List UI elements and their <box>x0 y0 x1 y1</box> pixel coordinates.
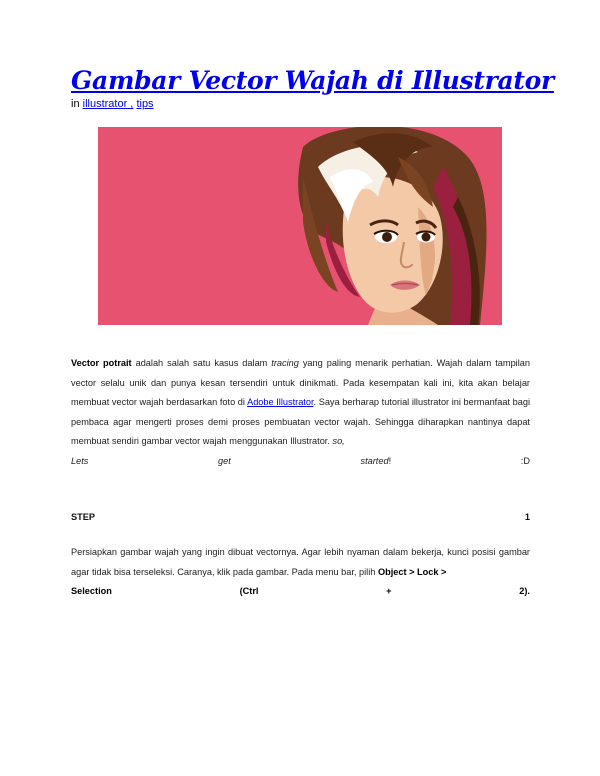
hero-illustration <box>98 127 502 325</box>
intro-exclaim: ! <box>388 455 392 466</box>
step-last-line <box>71 582 530 602</box>
article-title-link[interactable]: Gambar Vector Wajah di Illustrator <box>71 66 554 95</box>
vector-face-illustration-icon <box>98 127 502 325</box>
intro-word-started-group <box>360 452 391 472</box>
intro-text-1: adalah salah satu kasus dalam <box>131 358 272 368</box>
category-link-illustrator[interactable]: illustrator , <box>82 98 134 110</box>
category-line <box>71 98 154 110</box>
intro-word-lets: Lets <box>71 455 89 466</box>
step-paragraph <box>71 543 530 602</box>
step-number: 1 <box>524 512 530 522</box>
article-title <box>71 66 554 95</box>
intro-so-italic: so, <box>332 436 345 446</box>
intro-word-started: started <box>360 455 389 466</box>
intro-text-3: . Saya berharap tutorial illustrator ini bermanfaat bagi pembaca agar mengerti proses demi proses pembuatan vector wajah. Sehingga diharapkan nantinya dapat membuat sendiri gambar vector wajah menggunakan Illustrator. <box>71 397 530 446</box>
intro-smiley: :D <box>520 455 530 466</box>
step-text-1: Persiapkan gambar wajah yang ingin dibuat vectornya. Agar lebih nyaman dalam bekerja, kunci posisi gambar agar tidak bisa terseleksi. Caranya, klik pada gambar. Pada menu bar, pilih <box>71 547 530 577</box>
intro-lead-bold: Vector potrait <box>71 358 132 368</box>
intro-last-line <box>71 452 530 472</box>
intro-word-get: get <box>218 455 231 466</box>
step-heading <box>71 512 530 522</box>
category-link-tips[interactable]: tips <box>136 98 154 110</box>
step-word-ctrl: (Ctrl <box>239 586 259 596</box>
step-menu-path: Object > Lock > <box>377 566 447 577</box>
intro-tracing-italic: tracing <box>271 358 299 368</box>
step-label: STEP <box>71 512 95 522</box>
intro-paragraph <box>71 354 530 471</box>
intro-text-2: yang paling menarik perhatian. Wajah dalam tampilan vector selalu unik dan punya kesan tersendiri untuk dinikmati. Pada kesempatan kali ini, kita akan belajar membuat vector wajah berdasarkan foto di <box>71 358 530 407</box>
category-prefix: in <box>71 98 80 110</box>
step-word-selection: Selection <box>71 586 112 596</box>
step-word-two: 2). <box>519 586 530 596</box>
adobe-illustrator-link[interactable]: Adobe Illustrator <box>247 397 314 407</box>
step-word-plus: + <box>386 586 392 596</box>
